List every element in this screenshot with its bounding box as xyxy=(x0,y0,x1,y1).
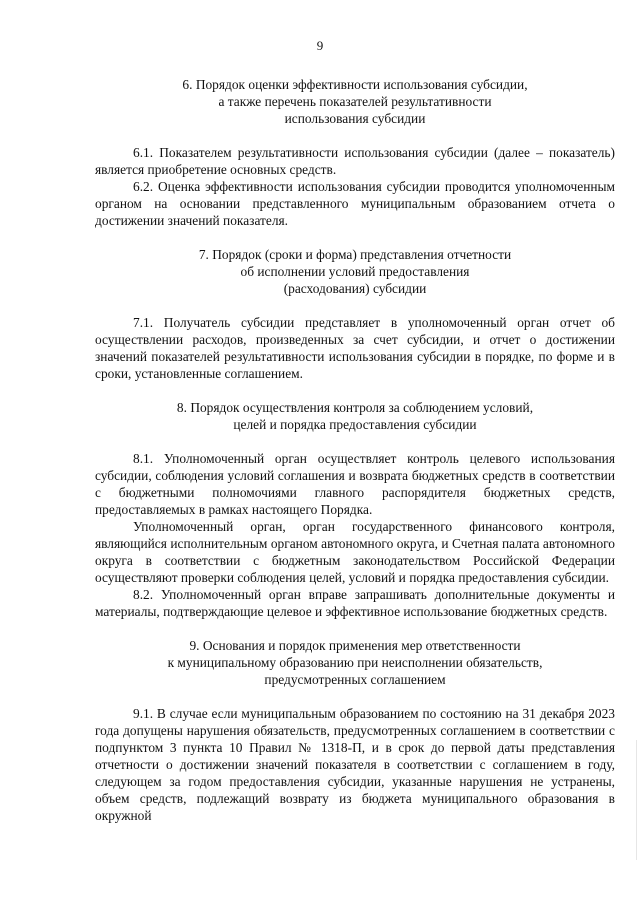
section-9-heading xyxy=(95,637,615,688)
section-6-heading xyxy=(95,76,615,127)
heading-line: предусмотренных соглашением xyxy=(264,672,446,687)
heading-line: к муниципальному образованию при неисполнении обязательств, xyxy=(167,655,543,670)
heading-line: об исполнении условий предоставления xyxy=(240,264,470,279)
heading-line: 9. Основания и порядок применения мер ответственности xyxy=(189,638,521,653)
heading-line: целей и порядка предоставления субсидии xyxy=(233,417,477,432)
document-body xyxy=(95,76,615,824)
heading-line: 8. Порядок осуществления контроля за соблюдением условий, xyxy=(176,400,534,415)
paragraph-8-2: 8.2. Уполномоченный орган вправе запрашивать дополнительные документы и материалы, подтверждающие целевое и эффективное использование бюджетных средств. xyxy=(95,587,615,619)
paragraph-8-1: 8.1. Уполномоченный орган осуществляет контроль целевого использования субсидии, соблюдения условий соглашения и возврата бюджетных средств в соответствии с бюджетными полномочиями главного распорядителя бюджетных средств, предоставляемых в рамках настоящего Порядка. xyxy=(95,451,615,517)
heading-line: (расходования) субсидии xyxy=(283,281,427,296)
heading-line: 7. Порядок (сроки и форма) представления отчетности xyxy=(198,247,512,262)
heading-line: 6. Порядок оценки эффективности использования субсидии, xyxy=(182,77,528,92)
page-number: 9 xyxy=(316,38,324,53)
paragraph-6-1: 6.1. Показателем результативности использования субсидии (далее – показатель) является приобретение основных средств. xyxy=(95,145,615,177)
paragraph-9-1: 9.1. В случае если муниципальным образованием по состоянию на 31 декабря 2023 года допущены нарушения обязательств, предусмотренных соглашением в соответствии с подпунктом 3 пункта 10 Правил № 1318-П, и в срок до первой даты представления отчетности о достижении значений показателя в соответствии с соглашением в году, следующем за годом предоставления субсидии, указанные нарушения не устранены, объем средств, подлежащий возврату из бюджета муниципального образования в окружной xyxy=(95,706,615,823)
scan-edge-line xyxy=(636,740,637,860)
paragraph-6-2: 6.2. Оценка эффективности использования субсидии проводится уполномоченным органом на основании представленного муниципальным образованием отчета о достижении значений показателя. xyxy=(95,179,615,228)
paragraph-7-1: 7.1. Получатель субсидии представляет в уполномоченный орган отчет об осуществлении расходов, произведенных за счет субсидии, и отчет о достижении значений показателей результативности использования субсидии в порядке, по форме и в сроки, установленные соглашением. xyxy=(95,315,615,381)
heading-line: использования субсидии xyxy=(284,111,426,126)
section-8-heading xyxy=(95,399,615,433)
heading-line: а также перечень показателей результативности xyxy=(218,94,492,109)
paragraph-8-1-continued: Уполномоченный орган, орган государственного финансового контроля, являющийся исполнительным органом автономного округа, и Счетная палата автономного округа в соответствии с бюджетным законодательством Российской Федерации осуществляют проверки соблюдения целей, условий и порядка предоставления субсидии. xyxy=(95,519,615,585)
section-7-heading xyxy=(95,246,615,297)
